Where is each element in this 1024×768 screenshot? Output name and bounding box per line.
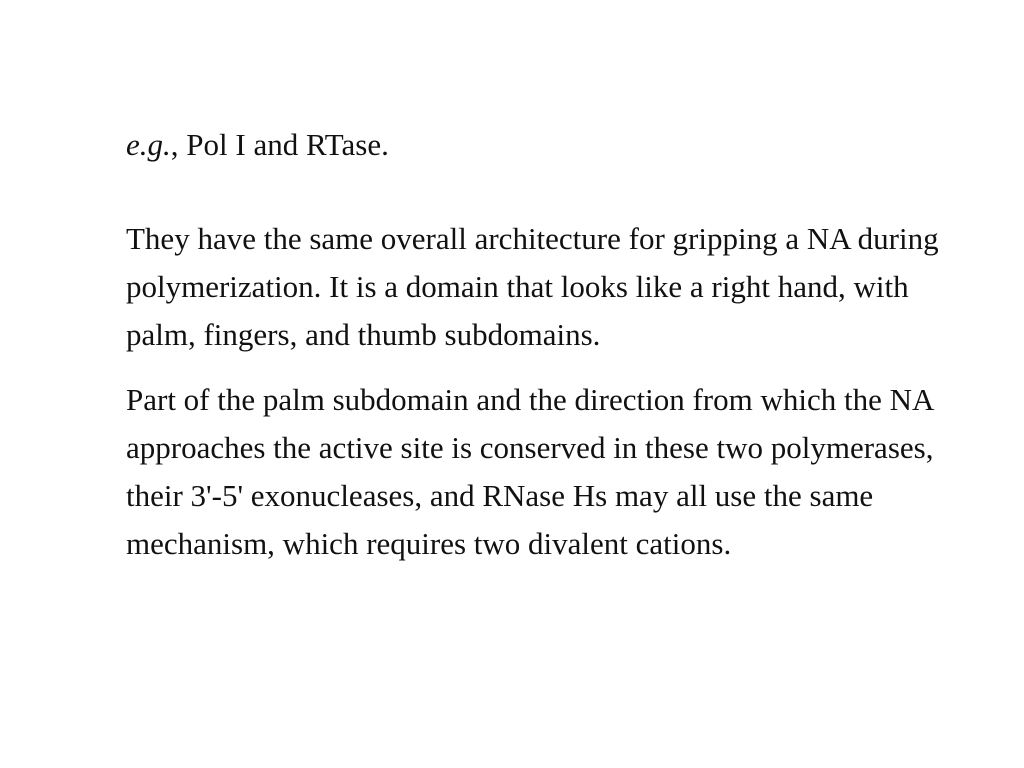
italic-abbreviation: e.g. — [126, 127, 171, 162]
paragraph-palm-subdomain: Part of the palm subdomain and the direction from which the NA approaches the active site is conserved in these two polymerases, their 3'-5' exonucleases, and RNase Hs may all use the same mechanism, which requires two divalent cations. — [126, 382, 934, 561]
slide-body — [126, 121, 986, 568]
paragraph-architecture: They have the same overall architecture for gripping a NA during polymerization. It is a domain that looks like a right hand, with palm, fingers, and thumb subdomains. — [126, 221, 939, 352]
examples-text: , Pol I and RTase. — [170, 127, 389, 162]
paragraph-examples — [126, 121, 986, 169]
